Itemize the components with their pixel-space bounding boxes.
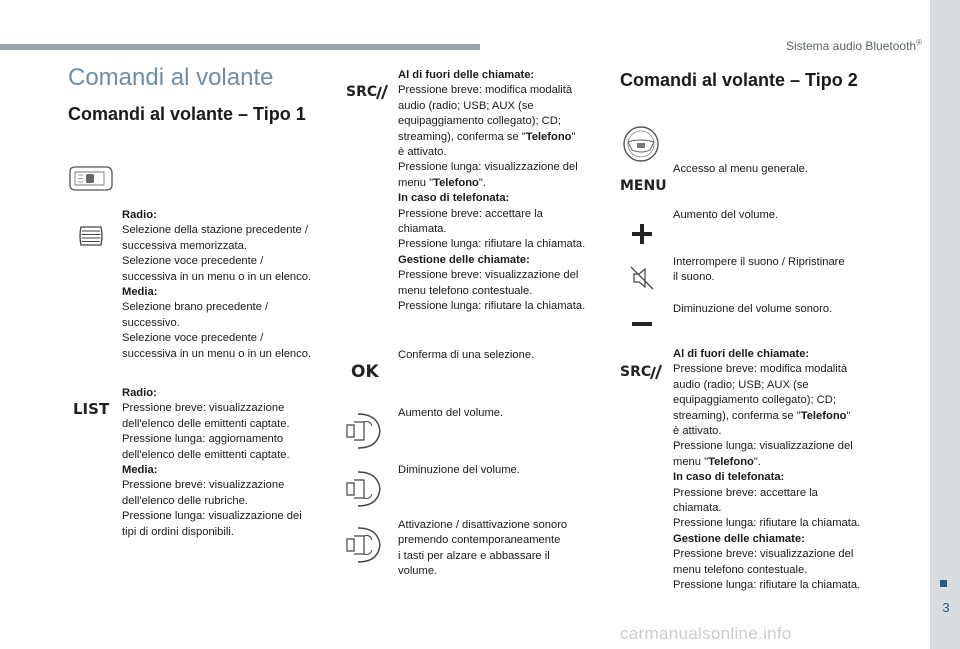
side-tab bbox=[930, 0, 960, 649]
heading-type1: Comandi al volante – Tipo 1 bbox=[68, 104, 306, 124]
src-label: SRC bbox=[346, 84, 378, 100]
volume-down-paddle-icon bbox=[344, 468, 384, 510]
volume-up-text: Aumento del volume. bbox=[398, 407, 504, 419]
src-slash-icon bbox=[375, 84, 389, 100]
list-text: Radio: Pressione breve: visualizzazione dell'elenco delle emittenti captate. Pressione lunga: aggiornamento dell'elenco delle emittenti captate. Media: Pressione breve: visualizzazione dell'elenco delle rubriche. Pressione lunga: visualizzazione dei tipi di ordini disponibili. bbox=[122, 387, 302, 538]
page-marker bbox=[940, 580, 947, 587]
scroll-wheel-icon bbox=[77, 225, 105, 247]
src-text: Al di fuori delle chiamate: Pressione breve: modifica modalità audio (radio; USB; AUX (se equipaggiamento collegato); CD; streaming), conferma se "Telefono" è attivato. Pressione lunga: visualizzazione del menu "Telefono". In caso di telefonata: Pressione breve: accettare la chiamata. Pressione lunga: rifiutare la chiamata. Gestione delle chiamate: Pressione breve: visualizzazione del menu telefono contestuale. Pressione lunga: rifiutare la chiamata. bbox=[398, 69, 586, 313]
menu-label: MENU bbox=[620, 178, 667, 194]
steering-wheel-icon bbox=[620, 124, 662, 164]
page-title: Comandi al volante bbox=[68, 64, 274, 91]
ok-label: OK bbox=[351, 362, 379, 382]
volume-up-paddle-icon bbox=[344, 410, 384, 452]
src-label-type2: SRC bbox=[620, 364, 652, 380]
steering-switch-icon bbox=[66, 163, 114, 193]
speaker-mute-icon bbox=[628, 264, 656, 292]
src-text-type2: Al di fuori delle chiamate: Pressione breve: modifica modalità audio (radio; USB; AUX (se equipaggiamento collegato); CD; streaming), conferma se "Telefono" è attivato. Pressione lunga: visualizzazione del menu "Telefono". In caso di telefonata: Pressione breve: accettare la chiamata. Pressione lunga: rifiutare la chiamata. Gestione delle chiamate: Pressione breve: visualizzazione del menu telefono contestuale. Pressione lunga: rifiutare la chiamata. bbox=[673, 348, 861, 592]
mute-paddle-icon bbox=[344, 524, 384, 566]
minus-icon bbox=[630, 318, 654, 330]
volume-down-text: Diminuzione del volume. bbox=[398, 464, 520, 476]
src-slash-icon-type2 bbox=[649, 364, 663, 380]
ok-text: Conferma di una selezione. bbox=[398, 349, 535, 361]
plus-icon bbox=[630, 222, 654, 246]
menu-text: Accesso al menu generale. bbox=[673, 163, 808, 175]
mute-text: Attivazione / disattivazione sonoro premendo contemporaneamente i tasti per alzare e abbassare il volume. bbox=[398, 519, 568, 578]
heading-type2: Comandi al volante – Tipo 2 bbox=[620, 70, 858, 90]
watermark: carmanualsonline.info bbox=[620, 624, 792, 643]
list-label: LIST bbox=[73, 400, 110, 418]
plus-text: Aumento del volume. bbox=[673, 209, 779, 221]
header-bar bbox=[0, 44, 480, 50]
page-number: 3 bbox=[942, 600, 950, 615]
mute-text-type2: Interrompere il suono / Ripristinare il suono. bbox=[673, 256, 845, 284]
radio-media-text: Radio: Selezione della stazione precedente / successiva memorizzata. Selezione voce precedente / successiva in un menu o in un elenco. Media: Selezione brano precedente / successivo. Selezione voce precedente / successiva in un menu o in un elenco. bbox=[122, 209, 312, 360]
minus-text: Diminuzione del volume sonoro. bbox=[673, 303, 833, 315]
section-label: Sistema audio Bluetooth® bbox=[786, 38, 922, 53]
